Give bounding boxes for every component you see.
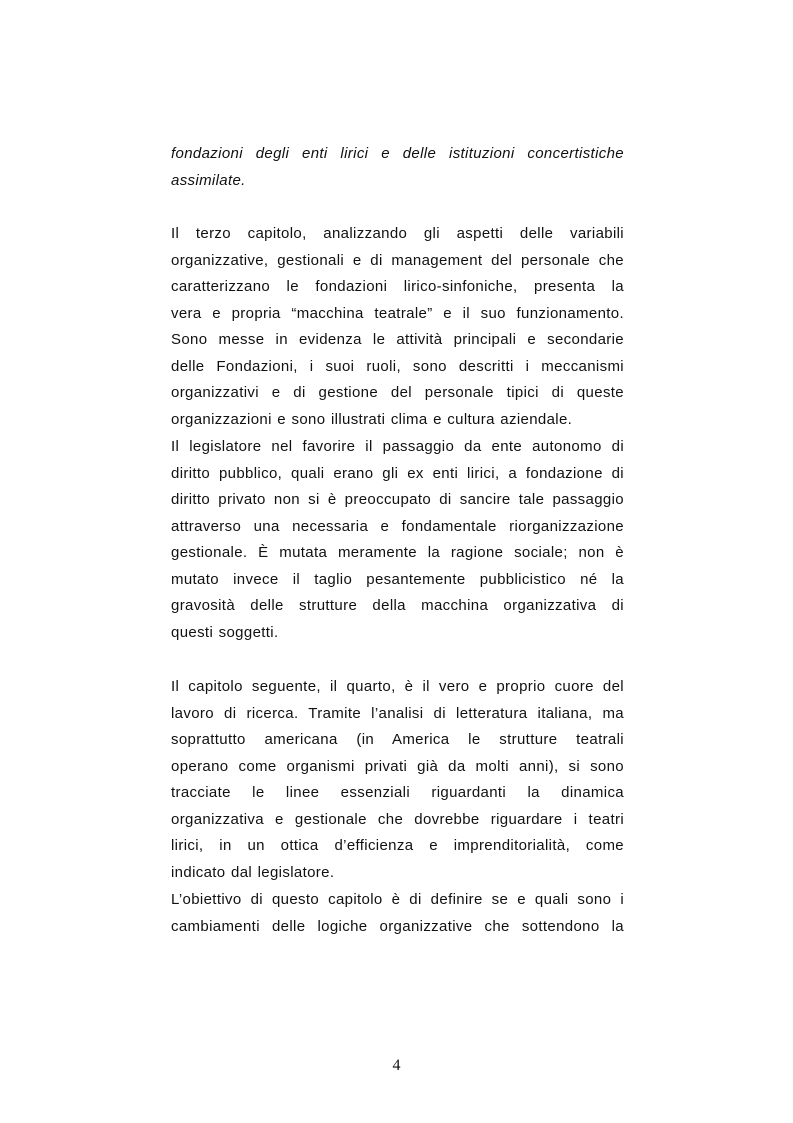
text-line: organizzativi e di gestione del personale tipici di queste: [171, 384, 624, 401]
intro-fragment: [171, 141, 624, 194]
text-line: soprattutto americana (in America le strutture teatrali: [171, 731, 624, 748]
text-line: lavoro di ricerca. Tramite l’analisi di letteratura italiana, ma: [171, 704, 624, 722]
text-line: Sono messe in evidenza le attività principali e secondarie: [171, 331, 624, 348]
text-line: vera e propria “macchina teatrale” e il suo funzionamento.: [171, 304, 624, 322]
text-line: Il capitolo seguente, il quarto, è il vero e proprio cuore del: [171, 678, 624, 695]
text-line: diritto privato non si è preoccupato di sancire tale passaggio: [171, 491, 624, 508]
text-line: gravosità delle strutture della macchina organizzativa di: [171, 597, 624, 614]
text-line: assimilate.: [171, 171, 246, 189]
text-line: fondazioni degli enti lirici e delle istituzioni concertistiche: [171, 145, 624, 162]
text-line: gestionale. È mutata meramente la ragione sociale; non è: [171, 544, 624, 561]
text-line: caratterizzano le fondazioni lirico-sinfoniche, presenta la: [171, 278, 624, 295]
text-line: operano come organismi privati già da molti anni), si sono: [171, 757, 624, 775]
text-line: Il legislatore nel favorire il passaggio da ente autonomo di: [171, 438, 624, 455]
text-line: diritto pubblico, quali erano gli ex enti lirici, a fondazione di: [171, 464, 624, 482]
paragraph-chapter-three: [171, 221, 624, 433]
text-line: delle Fondazioni, i suoi ruoli, sono descritti i meccanismi: [171, 357, 624, 375]
text-line: L’obiettivo di questo capitolo è di definire se e quali sono i: [171, 891, 624, 908]
text-line: mutato invece il taglio pesantemente pubblicistico né la: [171, 570, 624, 588]
text-line: cambiamenti delle logiche organizzative che sottendono la: [171, 917, 624, 935]
text-line: organizzazioni e sono illustrati clima e cultura aziendale.: [171, 410, 573, 428]
paragraph-objective: [171, 887, 624, 940]
page-number: 4: [392, 1057, 401, 1074]
text-line: attraverso una necessaria e fondamentale riorganizzazione: [171, 517, 624, 535]
text-line: questi soggetti.: [171, 623, 279, 641]
text-line: lirici, in un ottica d’efficienza e imprenditorialità, come: [171, 837, 624, 854]
paragraph-legislator: [171, 434, 624, 646]
paragraph-chapter-four: [171, 674, 624, 886]
text-line: tracciate le linee essenziali riguardanti la dinamica: [171, 784, 624, 801]
text-line: organizzative, gestionali e di management del personale che: [171, 251, 624, 269]
text-line: Il terzo capitolo, analizzando gli aspetti delle variabili: [171, 225, 624, 242]
text-line: organizzativa e gestionale che dovrebbe riguardare i teatri: [171, 810, 624, 828]
text-line: indicato dal legislatore.: [171, 863, 335, 881]
